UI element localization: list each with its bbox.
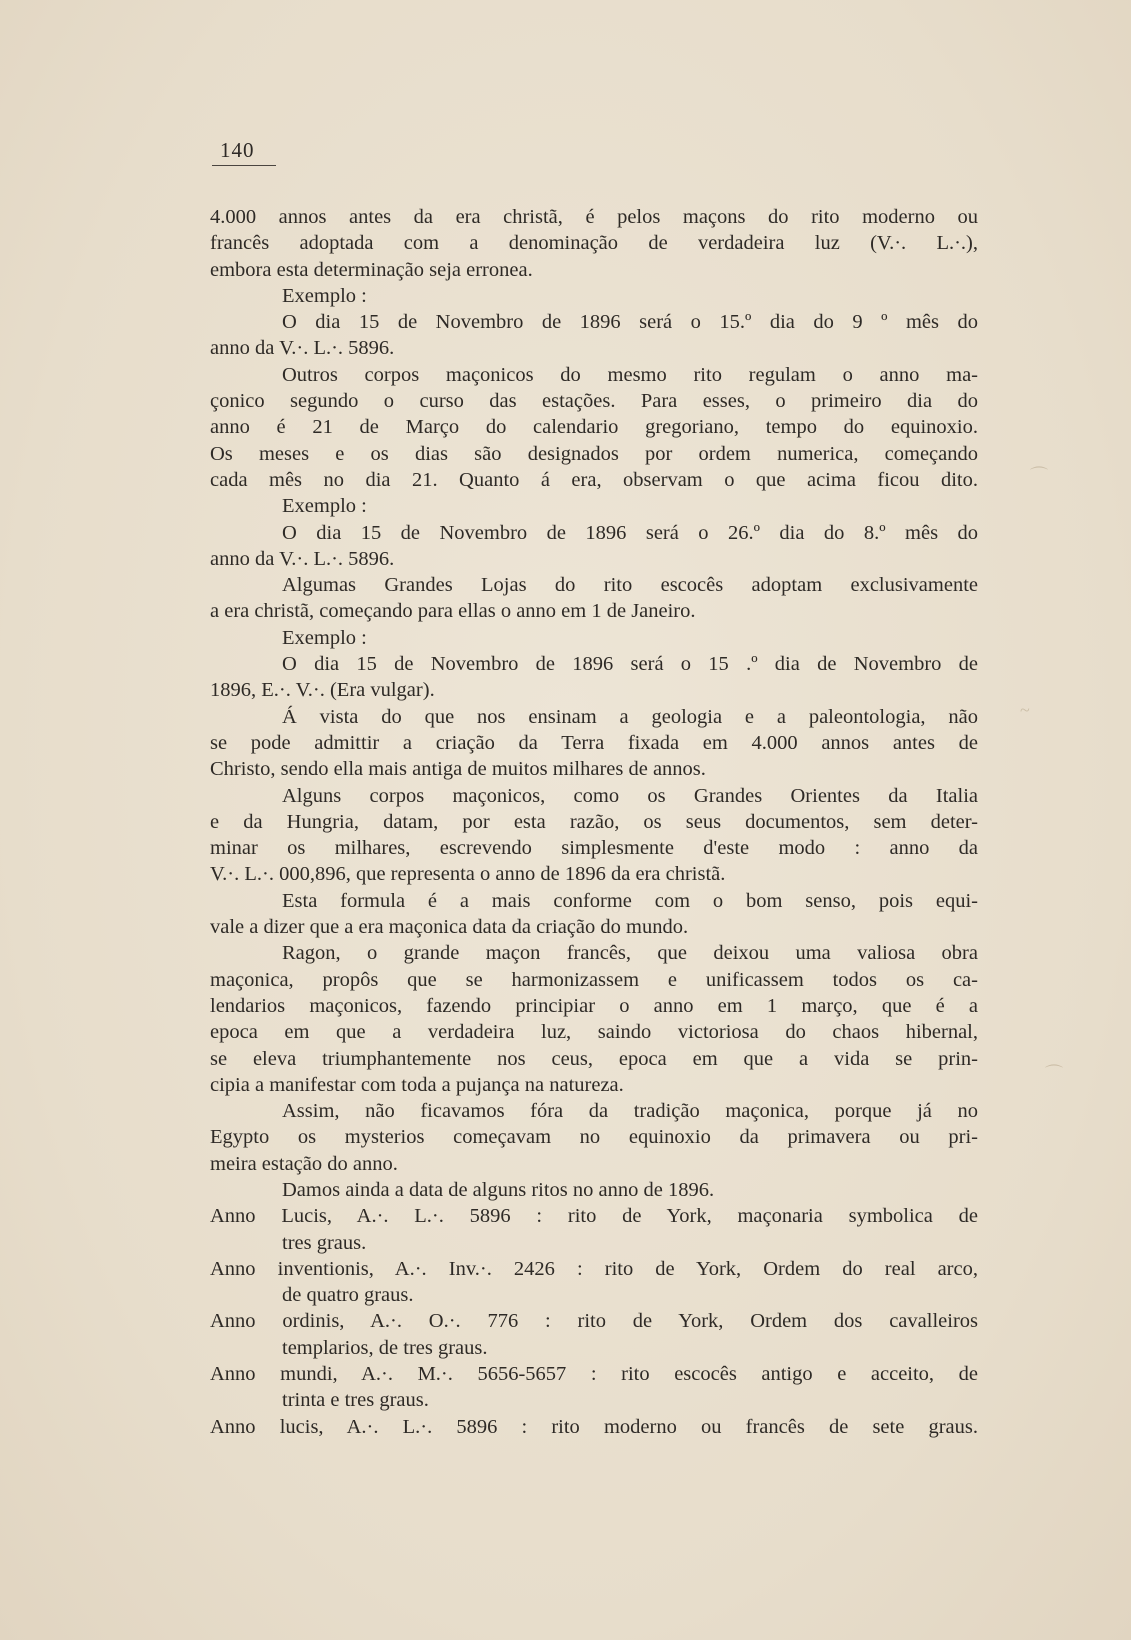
text-line: e da Hungria, datam, por esta razão, os seus documentos, sem deter- bbox=[210, 810, 978, 833]
text-line: çonico segundo o curso das estações. Para esses, o primeiro dia do bbox=[210, 390, 978, 413]
text-line: Anno Lucis, A.·. L.·. 5896 : rito de York, maçonaria symbolica de bbox=[210, 1205, 978, 1228]
text-line: Assim, não ficavamos fóra da tradição maçonica, porque já no bbox=[282, 1100, 978, 1123]
text-line: anno é 21 de Março do calendario gregoriano, tempo do equinoxio. bbox=[210, 416, 978, 439]
text-line: Anno ordinis, A.·. O.·. 776 : rito de York, Ordem dos cavalleiros bbox=[210, 1310, 978, 1333]
text-line: minar os milhares, escrevendo simplesmente d'este modo : anno da bbox=[210, 837, 978, 860]
text-line: trinta e tres graus. bbox=[282, 1389, 429, 1412]
text-line: O dia 15 de Novembro de 1896 será o 26.º dia do 8.º mês do bbox=[282, 521, 978, 544]
text-line: Exemplo : bbox=[282, 284, 367, 307]
margin-stain: ⌒ bbox=[1030, 466, 1048, 486]
text-line: meira estação do anno. bbox=[210, 1152, 398, 1175]
text-line: Damos ainda a data de alguns ritos no anno de 1896. bbox=[282, 1178, 715, 1201]
text-line: 1896, E.·. V.·. (Era vulgar). bbox=[210, 679, 435, 702]
text-line: epoca em que a verdadeira luz, saindo victoriosa do chaos hibernal, bbox=[210, 1021, 978, 1044]
text-line: Anno lucis, A.·. L.·. 5896 : rito moderno ou francês de sete graus. bbox=[210, 1415, 978, 1438]
text-line: V.·. L.·. 000,896, que representa o anno de 1896 da era christã. bbox=[210, 863, 726, 886]
text-line: anno da V.·. L.·. 5896. bbox=[210, 337, 395, 360]
text-line: O dia 15 de Novembro de 1896 será o 15 .º dia de Novembro de bbox=[282, 653, 978, 676]
text-line: a era christã, começando para ellas o anno em 1 de Janeiro. bbox=[210, 600, 696, 623]
text-line: lendarios maçonicos, fazendo principiar o anno em 1 março, que é a bbox=[210, 994, 978, 1017]
text-line: embora esta determinação seja erronea. bbox=[210, 258, 533, 281]
text-line: cipia a manifestar com toda a pujança na natureza. bbox=[210, 1073, 624, 1096]
text-line: Algumas Grandes Lojas do rito escocês adoptam exclusivamente bbox=[282, 574, 978, 597]
text-line: Anno mundi, A.·. M.·. 5656-5657 : rito escocês antigo e acceito, de bbox=[210, 1363, 978, 1386]
text-line: Outros corpos maçonicos do mesmo rito regulam o anno ma- bbox=[282, 363, 978, 386]
text-line: Os meses e os dias são designados por ordem numerica, começando bbox=[210, 442, 978, 465]
text-line: se pode admittir a criação da Terra fixada em 4.000 annos antes de bbox=[210, 731, 978, 754]
margin-stain: ~ bbox=[1020, 700, 1030, 720]
text-line: Exemplo : bbox=[282, 495, 367, 518]
text-line: cada mês no dia 21. Quanto á era, observam o que acima ficou dito. bbox=[210, 468, 978, 491]
text-line: se eleva triumphantemente nos ceus, epoca em que a vida se prin- bbox=[210, 1047, 978, 1070]
text-line: 4.000 annos antes da era christã, é pelos maçons do rito moderno ou bbox=[210, 206, 978, 228]
text-line: O dia 15 de Novembro de 1896 será o 15.º dia do 9 º mês do bbox=[282, 311, 978, 334]
text-line: tres graus. bbox=[282, 1231, 367, 1254]
page-text-block bbox=[210, 204, 978, 1440]
text-line: maçonica, propôs que se harmonizassem e unificassem todos os ca- bbox=[210, 968, 978, 991]
text-line: Christo, sendo ella mais antiga de muitos milhares de annos. bbox=[210, 758, 706, 781]
text-line: Ragon, o grande maçon francês, que deixou uma valiosa obra bbox=[282, 942, 978, 965]
text-line: de quatro graus. bbox=[282, 1284, 414, 1307]
text-line: Exemplo : bbox=[282, 626, 367, 649]
text-line: francês adoptada com a denominação de verdadeira luz (V.·. L.·.), bbox=[210, 232, 978, 255]
text-line: Alguns corpos maçonicos, como os Grandes Orientes da Italia bbox=[282, 784, 978, 807]
text-line: templarios, de tres graus. bbox=[282, 1336, 488, 1359]
text-line: Anno inventionis, A.·. Inv.·. 2426 : rito de York, Ordem do real arco, bbox=[210, 1257, 978, 1280]
text-line: Á vista do que nos ensinam a geologia e a paleontologia, não bbox=[282, 705, 978, 728]
margin-stain: ⌒ bbox=[1045, 1064, 1063, 1084]
header-rule bbox=[212, 165, 276, 166]
text-line: vale a dizer que a era maçonica data da criação do mundo. bbox=[210, 916, 689, 939]
page-number: 140 bbox=[220, 138, 255, 162]
text-line: Esta formula é a mais conforme com o bom senso, pois equi- bbox=[282, 889, 978, 912]
text-line: Egypto os mysterios começavam no equinoxio da primavera ou pri- bbox=[210, 1126, 978, 1149]
text-line: anno da V.·. L.·. 5896. bbox=[210, 547, 395, 570]
